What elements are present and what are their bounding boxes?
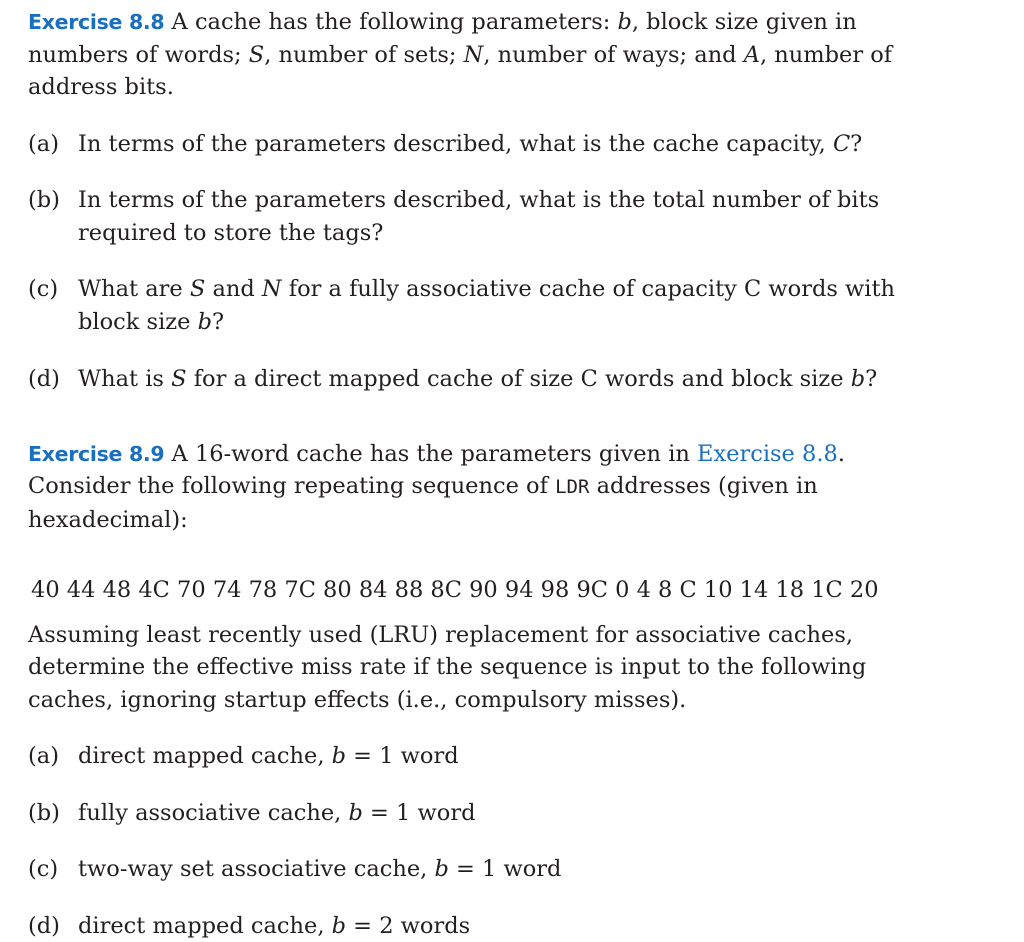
exercise-8-8-intro: Exercise 8.8 A cache has the following parameters: b, block size given in numbers of words; S, number of sets; N, number of ways; and A, number of address bits.	[28, 6, 908, 104]
exercise-8-9-heading: Exercise 8.9	[28, 442, 164, 466]
ex89-item-c: (c) two-way set associative cache, b = 1 word	[28, 853, 908, 886]
exercise-8-8-link[interactable]: Exercise 8.8	[697, 441, 838, 467]
exercise-8-9-intro: Exercise 8.9 A 16-word cache has the parameters given in Exercise 8.8. Consider the following repeating sequence of LDR addresses (given in hexadecimal):	[28, 438, 908, 537]
item-label: (a)	[28, 740, 59, 773]
ldr-instruction: LDR	[555, 476, 589, 498]
ex88-item-c: (c) What are S and N for a fully associative cache of capacity C words with block size b?	[28, 273, 908, 338]
ex88-item-d: (d) What is S for a direct mapped cache of size C words and block size b?	[28, 363, 908, 396]
ex89-item-d: (d) direct mapped cache, b = 2 words	[28, 910, 908, 942]
item-label: (c)	[28, 853, 58, 886]
item-label: (a)	[28, 128, 59, 161]
item-label: (c)	[28, 273, 58, 306]
item-label: (b)	[28, 184, 60, 217]
item-label: (b)	[28, 797, 60, 830]
ex89-item-a: (a) direct mapped cache, b = 1 word	[28, 740, 908, 773]
address-sequence: 40 44 48 4C 70 74 78 7C 80 84 88 8C 90 94 98 9C 0 4 8 C 10 14 18 1C 20	[28, 574, 908, 607]
lru-assumption: Assuming least recently used (LRU) replacement for associative caches, determine the effective miss rate if the sequence is input to the following caches, ignoring startup effects (i.e., compulsory misses).	[28, 619, 908, 717]
ex89-item-b: (b) fully associative cache, b = 1 word	[28, 797, 908, 830]
textbook-page	[28, 6, 908, 942]
ex88-item-b: (b) In terms of the parameters described, what is the total number of bits required to store the tags?	[28, 184, 908, 249]
ex88-item-a: (a) In terms of the parameters described, what is the cache capacity, C?	[28, 128, 908, 161]
item-label: (d)	[28, 910, 60, 942]
item-label: (d)	[28, 363, 60, 396]
exercise-8-8-heading: Exercise 8.8	[28, 10, 164, 34]
